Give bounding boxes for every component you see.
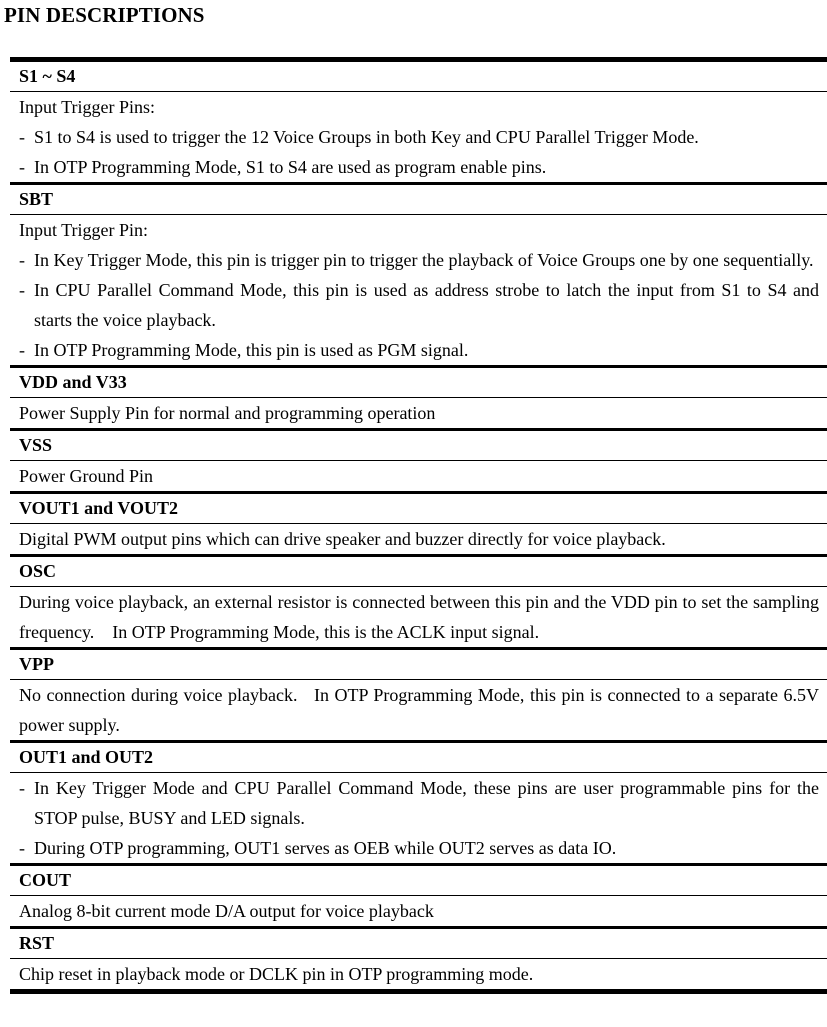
bullet-mark: - [19, 157, 25, 177]
pin-description [10, 524, 827, 554]
pin-section-sbt [10, 182, 827, 365]
pin-section-s1-s4 [10, 62, 827, 182]
bullet-item [19, 773, 819, 833]
pin-description [10, 959, 827, 989]
pin-name: VDD and V33 [10, 368, 827, 398]
pin-section-vout1-vout2 [10, 491, 827, 554]
description-text: Power Supply Pin for normal and programming operation [19, 403, 436, 423]
pin-name: VOUT1 and VOUT2 [10, 494, 827, 524]
pin-name: SBT [10, 185, 827, 215]
bullet-item [19, 122, 819, 152]
pin-description-table [10, 57, 827, 994]
pin-section-osc [10, 554, 827, 647]
pin-section-out1-out2 [10, 740, 827, 863]
bullet-text: During OTP programming, OUT1 serves as OEB while OUT2 serves as data IO. [34, 838, 617, 858]
pin-section-rst [10, 926, 827, 989]
bullet-mark: - [19, 340, 25, 360]
bullet-mark: - [19, 250, 25, 270]
bullet-text: In OTP Programming Mode, S1 to S4 are used as program enable pins. [34, 157, 547, 177]
description-intro: Input Trigger Pin: [19, 220, 149, 240]
pin-description [10, 680, 827, 740]
bullet-text: In Key Trigger Mode, this pin is trigger pin to trigger the playback of Voice Groups one by one sequentially. [34, 250, 814, 270]
pin-section-vpp [10, 647, 827, 740]
pin-description [10, 398, 827, 428]
bullet-item [19, 335, 819, 365]
description-text: Chip reset in playback mode or DCLK pin in OTP programming mode. [19, 964, 534, 984]
pin-name: COUT [10, 866, 827, 896]
pin-name: OSC [10, 557, 827, 587]
bullet-mark: - [19, 838, 25, 858]
pin-description [10, 461, 827, 491]
bullet-text: In CPU Parallel Command Mode, this pin is used as address strobe to latch the input from S1 to S4 and starts the voice playback. [34, 280, 819, 330]
bullet-item [19, 833, 819, 863]
pin-name: VSS [10, 431, 827, 461]
pin-name: OUT1 and OUT2 [10, 743, 827, 773]
bullet-item [19, 245, 819, 275]
bullet-item [19, 152, 819, 182]
pin-description [10, 896, 827, 926]
description-text: No connection during voice playback. In OTP Programming Mode, this pin is connected to a separate 6.5V power supply. [19, 685, 824, 735]
bullet-text: S1 to S4 is used to trigger the 12 Voice Groups in both Key and CPU Parallel Trigger Mode. [34, 127, 699, 147]
pin-section-cout [10, 863, 827, 926]
pin-name: S1 ~ S4 [10, 62, 827, 92]
pin-description [10, 92, 827, 182]
description-text: Power Ground Pin [19, 466, 153, 486]
pin-description [10, 773, 827, 863]
description-intro: Input Trigger Pins: [19, 97, 156, 117]
bullet-mark: - [19, 778, 25, 798]
pin-section-vss [10, 428, 827, 491]
bullet-text: In OTP Programming Mode, this pin is used as PGM signal. [34, 340, 469, 360]
description-text: During voice playback, an external resistor is connected between this pin and the VDD pin to set the sampling frequency. In OTP Programming Mode, this is the ACLK input signal. [19, 592, 824, 642]
pin-name: VPP [10, 650, 827, 680]
pin-name: RST [10, 929, 827, 959]
bullet-mark: - [19, 127, 25, 147]
bullet-item [19, 275, 819, 335]
bullet-mark: - [19, 280, 25, 300]
page-title: PIN DESCRIPTIONS [4, 3, 205, 27]
bullet-text: In Key Trigger Mode and CPU Parallel Command Mode, these pins are user programmable pins for the STOP pulse, BUSY and LED signals. [34, 778, 819, 828]
description-text: Analog 8-bit current mode D/A output for voice playback [19, 901, 434, 921]
pin-description [10, 587, 827, 647]
pin-section-vdd-v33 [10, 365, 827, 428]
description-text: Digital PWM output pins which can drive speaker and buzzer directly for voice playback. [19, 529, 666, 549]
pin-description [10, 215, 827, 365]
